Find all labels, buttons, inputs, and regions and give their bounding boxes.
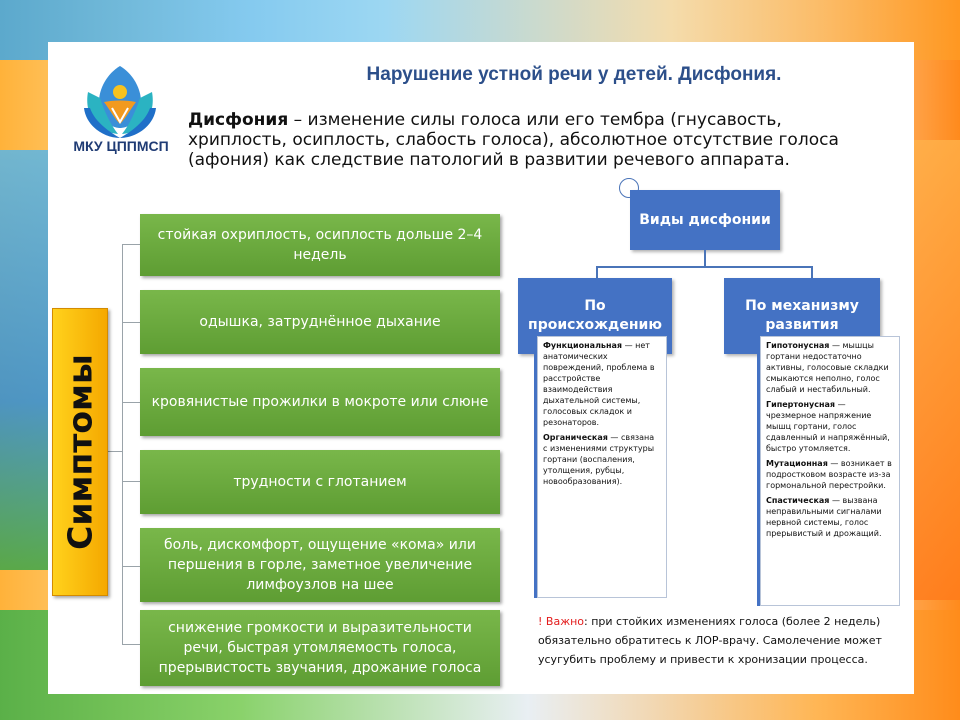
type-origin-box: По происхождению [518,278,672,354]
types-header: Виды дисфонии [630,190,780,250]
logo-caption: МКУ ЦППМСП [73,138,169,154]
connector-3 [122,402,140,403]
symptom-item: стойкая охриплость, осиплость дольше 2–4 недель [140,214,500,276]
symptom-item: снижение громкости и выразительности речи, быстрая утомляемость голоса, прерывистость звучания, дрожание голоса [140,610,500,686]
tree-line [811,266,813,278]
tree-line [596,266,598,278]
symptoms-label-text: Симптомы [60,354,100,550]
symptom-item: кровянистые прожилки в мокроте или слюне [140,368,500,436]
important-note [538,612,918,669]
origin-details: Функциональная — нет анатомических повреждений, проблема в расстройстве взаимодействия дыхательной системы, голосовых складок и резонаторов. Органическая — связана с изменениями структуры гортани (воспаления, утолщения, рубцы, новообразования). [537,336,667,598]
definition-term: Дисфония [188,110,289,130]
tree-line [704,250,706,266]
symptom-item: одышка, затруднённое дыхание [140,290,500,354]
symptoms-label [52,308,108,596]
definition-text [188,110,868,170]
type-mechanism-box: По механизму развития [724,278,880,354]
connector-5 [122,566,140,567]
tree-line [596,266,812,268]
note-mark: ! Важно [538,615,585,628]
note-text: : при стойких изменениях голоса (более 2 недель) обязательно обратитесь к ЛОР-врачу. Самолечение может усугубить проблему и привести к хронизации процесса. [538,615,882,666]
connector-6 [122,644,140,645]
definition-body: – изменение силы голоса или его тембра (гнусавость, хриплость, осиплость, слабость голоса), абсолютное отсутствие голоса (афония) как следствие патологий в развитии речевого аппарата. [188,110,839,170]
connector-1 [122,244,140,245]
symptoms-connector [122,244,123,644]
page-title: Нарушение устной речи у детей. Дисфония. [366,64,782,85]
symptom-item: трудности с глотанием [140,450,500,514]
connector-4 [122,481,140,482]
symptom-item: боль, дискомфорт, ощущение «кома» или першения в горле, заметное увеличение лимфоузлов на шее [140,528,500,602]
symptoms-label-connector [106,451,122,452]
mechanism-details: Гипотонусная — мышцы гортани недостаточно активны, голосовые складки смыкаются неполно, голос слабый и нестабильный. Гипертонусная — чрезмерное напряжение мышц гортани, голос сдавленный и напряжённый, быстро утомляется. Мутационная — возникает в подростковом возрасте из-за гормональной перестройки. Спастическая — вызвана неправильными сигналами нервной системы, голос прерывистый и дрожащий. [760,336,900,606]
connector-2 [122,322,140,323]
